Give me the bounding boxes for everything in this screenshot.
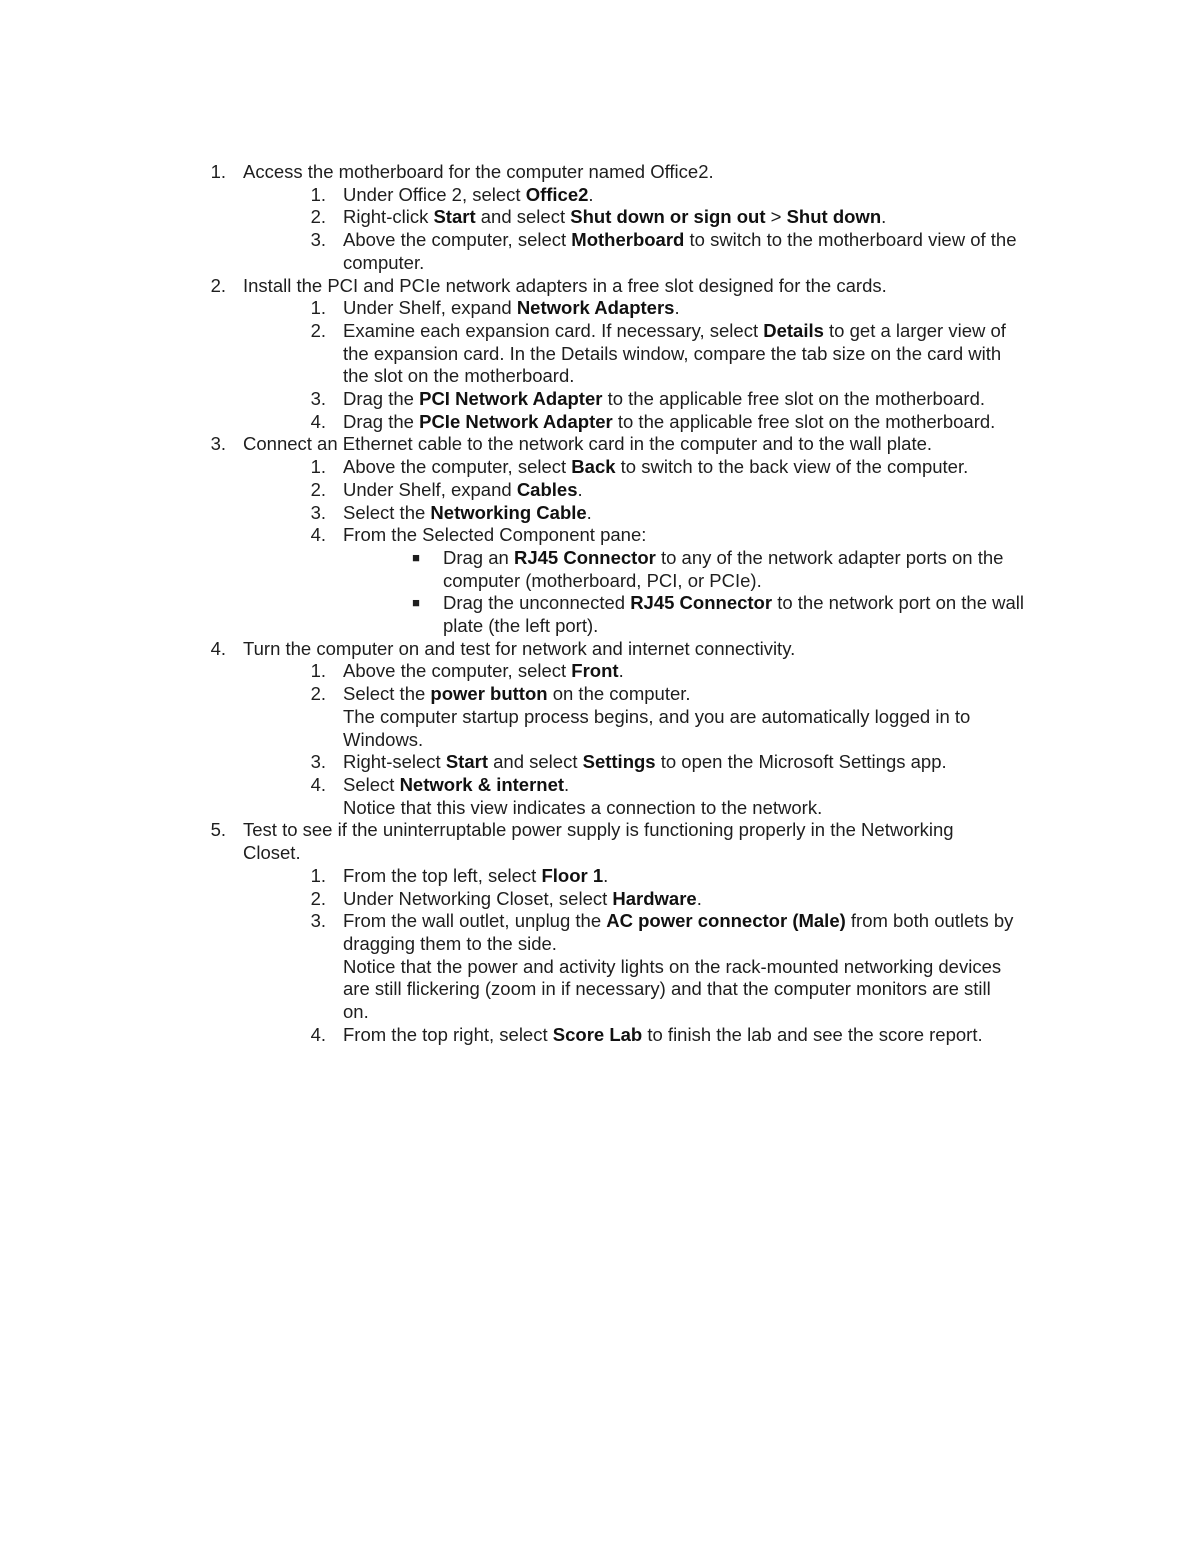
ui-term: power button xyxy=(430,683,548,705)
ui-term: Shut down or sign out xyxy=(570,206,766,228)
text-run: Closet. xyxy=(243,842,301,864)
substep-item-continuation xyxy=(0,706,1200,729)
item-text xyxy=(443,615,598,636)
ui-term: Office2 xyxy=(525,183,589,205)
text-run: Drag the xyxy=(343,410,420,432)
ui-term: Network Adapters xyxy=(516,297,675,319)
substep-item xyxy=(0,479,1200,502)
text-run: From the Selected Component pane: xyxy=(343,524,647,546)
ui-term: Motherboard xyxy=(571,229,685,251)
item-text xyxy=(443,570,762,591)
substep-item xyxy=(0,751,1200,774)
text-run: Select the xyxy=(343,683,431,705)
list-number: 1. xyxy=(210,161,226,182)
text-run: plate (the left port). xyxy=(443,615,599,637)
list-number: 4. xyxy=(310,1023,326,1045)
item-text xyxy=(343,524,646,545)
item-text xyxy=(343,388,985,409)
bullet-marker: ■ xyxy=(412,549,420,565)
list-number: 4. xyxy=(310,410,326,432)
ui-term: Floor 1 xyxy=(541,864,604,886)
text-run: the expansion card. In the Details window, compare the tab size on the card with xyxy=(343,342,1002,364)
list-number: 3. xyxy=(210,433,226,455)
text-run: . xyxy=(674,297,680,319)
item-text xyxy=(343,683,691,704)
bullet-item-continuation xyxy=(0,570,1200,593)
substep-item xyxy=(0,206,1200,229)
ui-term: Score Lab xyxy=(552,1023,643,1045)
item-text xyxy=(343,865,608,886)
list-number: 1. xyxy=(310,183,326,205)
text-run: Drag the xyxy=(343,388,420,410)
text-run: the slot on the motherboard. xyxy=(343,365,575,387)
substep-item xyxy=(0,229,1200,252)
text-run: Turn the computer on and test for network and internet connectivity. xyxy=(243,637,796,659)
list-number: 2. xyxy=(310,887,326,909)
text-run: to finish the lab and see the score report. xyxy=(642,1023,983,1045)
text-run: dragging them to the side. xyxy=(343,932,557,954)
text-run: Select xyxy=(343,773,400,795)
text-run: The computer startup process begins, and you are automatically logged in to xyxy=(343,705,971,727)
bullet-item xyxy=(0,547,1200,570)
ui-term: Start xyxy=(445,751,488,773)
step-item xyxy=(0,161,1200,184)
item-text xyxy=(343,797,822,818)
text-run: to switch to the motherboard view of the xyxy=(684,229,1017,251)
item-text xyxy=(443,547,1003,568)
item-text xyxy=(343,320,1006,341)
list-number: 3. xyxy=(310,229,326,251)
text-run: to any of the network adapter ports on the xyxy=(655,546,1004,568)
text-run: from both outlets by xyxy=(845,910,1014,932)
text-run: Notice that this view indicates a connection to the network. xyxy=(343,796,823,818)
item-text xyxy=(343,502,592,523)
text-run: Notice that the power and activity lights on the rack-mounted networking devices xyxy=(343,955,1002,977)
text-run: . xyxy=(564,773,570,795)
list-number: 3. xyxy=(310,388,326,410)
text-run: Right-select xyxy=(343,751,446,773)
item-text xyxy=(343,184,594,205)
text-run: Under Office 2, select xyxy=(343,183,526,205)
substep-item xyxy=(0,388,1200,411)
text-run: Connect an Ethernet cable to the network card in the computer and to the wall plate. xyxy=(243,433,933,455)
text-run: Windows. xyxy=(343,728,424,750)
item-text xyxy=(343,729,423,750)
text-run: Install the PCI and PCIe network adapters in a free slot designed for the cards. xyxy=(243,274,887,296)
substep-item-continuation xyxy=(0,956,1200,979)
text-run: to the applicable free slot on the motherboard. xyxy=(612,410,996,432)
item-text xyxy=(243,819,954,840)
item-text xyxy=(243,842,301,863)
substep-item xyxy=(0,320,1200,343)
item-text xyxy=(343,1024,983,1045)
item-text xyxy=(243,275,887,296)
text-run: . xyxy=(603,864,609,886)
text-run: to the applicable free slot on the motherboard. xyxy=(602,388,986,410)
substep-item xyxy=(0,502,1200,525)
list-number: 2. xyxy=(310,683,326,705)
bullet-item xyxy=(0,592,1200,615)
ui-term: Back xyxy=(571,456,616,478)
item-text xyxy=(343,1001,369,1022)
item-text xyxy=(343,206,886,227)
item-text xyxy=(343,910,1013,931)
list-number: 3. xyxy=(310,751,326,773)
list-number: 1. xyxy=(310,456,326,478)
item-text xyxy=(343,933,557,954)
list-number: 1. xyxy=(310,660,326,682)
item-text xyxy=(343,660,624,681)
substep-item-continuation xyxy=(0,933,1200,956)
substep-item-continuation xyxy=(0,252,1200,275)
text-run: . xyxy=(881,206,887,228)
text-run: Access the motherboard for the computer named Office2. xyxy=(243,161,714,182)
item-text xyxy=(343,229,1017,250)
item-text xyxy=(243,638,795,659)
item-text xyxy=(443,592,1024,613)
item-text xyxy=(343,751,947,772)
list-number: 2. xyxy=(310,319,326,341)
text-run: Above the computer, select xyxy=(343,229,572,251)
substep-item-continuation xyxy=(0,365,1200,388)
bullet-item-continuation xyxy=(0,615,1200,638)
item-text xyxy=(343,479,583,500)
ui-term: Shut down xyxy=(786,206,882,228)
ui-term: Details xyxy=(763,319,824,341)
text-run: to open the Microsoft Settings app. xyxy=(655,751,947,773)
substep-item xyxy=(0,1024,1200,1047)
bullet-marker: ■ xyxy=(412,595,420,611)
step-item xyxy=(0,638,1200,661)
substep-item xyxy=(0,865,1200,888)
text-run: Drag the unconnected xyxy=(443,592,631,614)
list-number: 2. xyxy=(310,478,326,500)
list-number: 3. xyxy=(310,910,326,932)
ui-term: RJ45 Connector xyxy=(513,546,656,568)
ui-term: Hardware xyxy=(612,887,697,909)
ui-term: PCI Network Adapter xyxy=(419,388,603,410)
list-number: 4. xyxy=(310,524,326,546)
text-run: computer (motherboard, PCI, or PCIe). xyxy=(443,569,762,591)
text-run: Under Shelf, expand xyxy=(343,478,517,500)
list-number: 1. xyxy=(310,297,326,319)
list-number: 2. xyxy=(310,206,326,228)
list-number: 4. xyxy=(210,637,226,659)
item-text xyxy=(343,706,970,727)
substep-item xyxy=(0,888,1200,911)
ui-term: RJ45 Connector xyxy=(630,592,773,614)
list-number: 1. xyxy=(310,864,326,886)
substep-item xyxy=(0,184,1200,207)
text-run: Under Shelf, expand xyxy=(343,297,517,319)
item-text xyxy=(343,297,680,318)
step-item-continuation xyxy=(0,842,1200,865)
text-run: Above the computer, select xyxy=(343,660,572,682)
text-run: Under Networking Closet, select xyxy=(343,887,613,909)
text-run: From the wall outlet, unplug the xyxy=(343,910,607,932)
substep-item xyxy=(0,683,1200,706)
substep-item xyxy=(0,411,1200,434)
text-run: . xyxy=(577,478,583,500)
list-number: 2. xyxy=(210,274,226,296)
text-run: to get a larger view of xyxy=(823,319,1006,341)
item-text xyxy=(343,774,569,795)
ui-term: Settings xyxy=(582,751,656,773)
text-run: Test to see if the uninterruptable power supply is functioning properly in the Networking xyxy=(243,819,954,841)
substep-item-continuation xyxy=(0,343,1200,366)
item-text xyxy=(343,888,702,909)
text-run: From the top left, select xyxy=(343,864,542,886)
step-item xyxy=(0,433,1200,456)
text-run: Examine each expansion card. If necessary, select xyxy=(343,319,764,341)
substep-item xyxy=(0,524,1200,547)
item-text xyxy=(343,456,968,477)
substep-item xyxy=(0,660,1200,683)
text-run: to switch to the back view of the computer. xyxy=(615,456,969,478)
substep-item-continuation xyxy=(0,1001,1200,1024)
substep-item-continuation xyxy=(0,978,1200,1001)
item-text xyxy=(243,433,932,454)
instruction-document xyxy=(0,161,1200,1046)
step-item xyxy=(0,275,1200,298)
text-run: and select xyxy=(487,751,583,773)
item-text xyxy=(243,161,714,182)
item-text xyxy=(343,978,991,999)
substep-item xyxy=(0,297,1200,320)
text-run: on. xyxy=(343,1001,369,1023)
list-number: 5. xyxy=(210,819,226,841)
item-text xyxy=(343,252,424,273)
ui-term: Networking Cable xyxy=(430,501,587,523)
text-run: computer. xyxy=(343,251,425,273)
item-text xyxy=(343,365,574,386)
text-run: Right-click xyxy=(343,206,434,228)
text-run: . xyxy=(586,501,592,523)
text-run: Drag an xyxy=(443,546,514,568)
text-run: to the network port on the wall xyxy=(772,592,1025,614)
text-run: are still flickering (zoom in if necessary) and that the computer monitors are still xyxy=(343,978,991,1000)
text-run: . xyxy=(696,887,702,909)
ui-term: AC power connector (Male) xyxy=(606,910,846,932)
text-run: From the top right, select xyxy=(343,1023,553,1045)
step-item xyxy=(0,819,1200,842)
text-run: and select xyxy=(475,206,571,228)
substep-item-continuation xyxy=(0,729,1200,752)
text-run: Select the xyxy=(343,501,431,523)
list-number: 3. xyxy=(310,501,326,523)
text-run: . xyxy=(618,660,624,682)
ui-term: Start xyxy=(433,206,476,228)
ui-term: PCIe Network Adapter xyxy=(419,410,613,432)
list-number: 4. xyxy=(310,773,326,795)
ui-term: Network & internet xyxy=(399,773,565,795)
text-run: Above the computer, select xyxy=(343,456,572,478)
ui-term: Cables xyxy=(516,478,578,500)
text-run: on the computer. xyxy=(547,683,691,705)
item-text xyxy=(343,956,1001,977)
ui-term: Front xyxy=(571,660,619,682)
substep-item xyxy=(0,774,1200,797)
text-run: . xyxy=(588,183,594,205)
item-text xyxy=(343,411,995,432)
text-run: > xyxy=(765,206,787,228)
substep-item-continuation xyxy=(0,797,1200,820)
substep-item xyxy=(0,456,1200,479)
substep-item xyxy=(0,910,1200,933)
item-text xyxy=(343,343,1001,364)
